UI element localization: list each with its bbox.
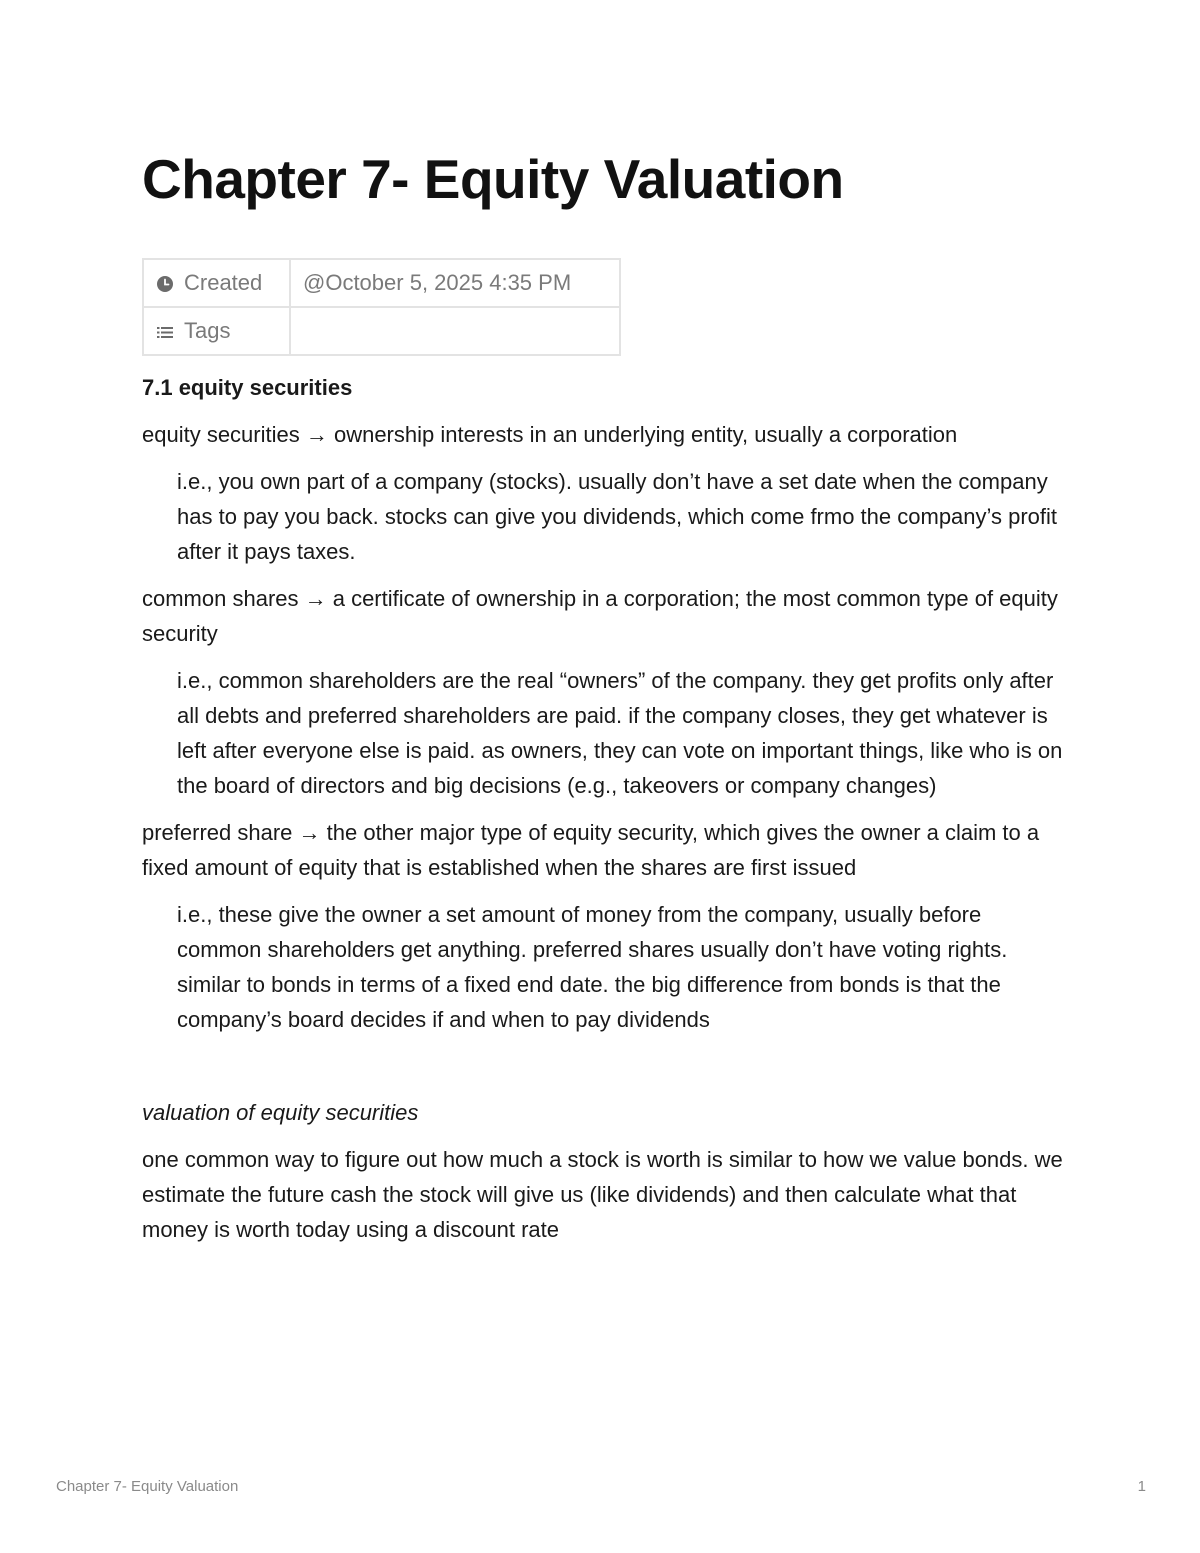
paragraph-equity-securities: equity securities → ownership interests in an underlying entity, usually a corporation [142,422,958,447]
section-heading: 7.1 equity securities [142,375,353,400]
property-row-created [143,259,620,307]
property-label-tags: Tags [184,318,231,343]
property-row-tags [143,307,620,355]
property-value-created[interactable]: @October 5, 2025 4:35 PM [290,259,620,307]
paragraph-valuation: one common way to figure out how much a stock is worth is similar to how we value bonds. we estimate the future cash the stock will give us (like dividends) and then calculate what that money is worth today using a discount rate [142,1147,1063,1242]
property-label-created: Created [184,270,263,295]
page-title: Chapter 7- Equity Valuation [142,148,844,210]
paragraph-preferred-share: preferred share → the other major type of equity security, which gives the owner a claim to a fixed amount of equity that is established when the shares are first issued [142,820,1040,880]
note-preferred-share: i.e., these give the owner a set amount of money from the company, usually before common shareholders get anything. preferred shares usually don’t have voting rights. similar to bonds in terms of a fixed end date. the big difference from bonds is that the company’s board decides if and when to pay dividends [177,902,1008,1032]
note-equity-securities: i.e., you own part of a company (stocks). usually don’t have a set date when the company has to pay you back. stocks can give you dividends, which come frmo the company’s profit after it pays taxes. [177,469,1058,564]
property-key-created [143,259,290,307]
footer-doc-title: Chapter 7- Equity Valuation [56,1478,239,1495]
list-icon [156,323,174,341]
property-key-tags [143,307,290,355]
footer-page-number: 1 [1137,1478,1146,1495]
note-common-shares: i.e., common shareholders are the real “owners” of the company. they get profits only after all debts and preferred shareholders are paid. if the company closes, they get whatever is left after everyone else is paid. as owners, they can vote on important things, like who is on the board of directors and big decisions (e.g., takeovers or company changes) [177,668,1063,798]
properties-table [142,258,621,356]
subheading-valuation: valuation of equity securities [142,1100,419,1125]
document-body [142,370,1067,1259]
property-value-tags[interactable] [290,307,620,355]
clock-icon [156,275,174,293]
paragraph-common-shares: common shares → a certificate of ownership in a corporation; the most common type of equity security [142,586,1058,646]
